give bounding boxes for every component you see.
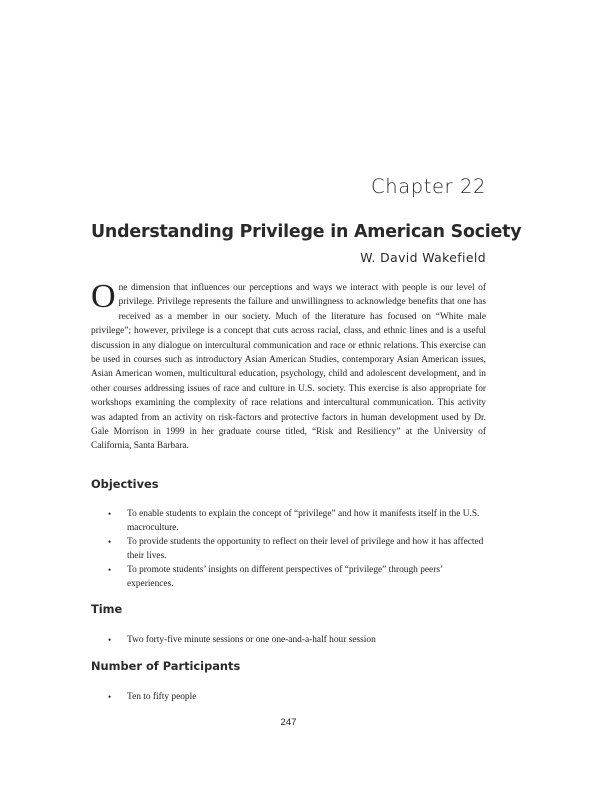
time-heading: Time	[91, 602, 123, 616]
chapter-title: Understanding Privilege in American Society	[91, 221, 522, 242]
intro-paragraph	[91, 278, 486, 454]
list-item-text: To promote students’ insights on different perspectives of “privilege” through peers’ experiences.	[127, 565, 443, 589]
intro-text: ne dimension that influences our perceptions and ways we interact with people is our level of privilege. Privilege represents the failure and unwillingness to acknowledge benefits that one has received as a member in our society. Much of the literature has focused on “White male privilege”; however, privilege is a concept that cuts across racial, class, and ethnic lines and is a useful discussion in any dialogue on intercultural communication and race or ethnic relations. This exercise can be used in courses such as introductory Asian American Studies, contemporary Asian American issues, Asian American women, multicultural education, psychology, child and adolescent development, and in other courses addressing issues of race and culture in U.S. society. This exercise is also appropriate for workshops examining the complexity of race relations and intercultural communication. This activity was adapted from an activity on risk-factors and protective factors in human development used by Dr. Gale Morrison in 1999 in her graduate course titled, “Risk and Resiliency” at the University of California, Santa Barbara.	[91, 283, 486, 452]
objectives-heading: Objectives	[91, 477, 159, 491]
participants-list	[108, 690, 486, 704]
list-item	[108, 507, 486, 535]
bullet-icon: •	[108, 509, 112, 519]
list-item	[108, 690, 486, 704]
list-item-text: To enable students to explain the concept of “privilege” and how it manifests itself in the U.S. macroculture.	[127, 509, 480, 533]
bullet-icon: •	[108, 565, 112, 575]
page-number: 247	[280, 717, 297, 728]
drop-cap: O	[91, 278, 116, 315]
list-item	[108, 633, 486, 647]
list-item-text: Two forty-five minute sessions or one one-and-a-half hour session	[127, 635, 376, 645]
bullet-icon: •	[108, 537, 112, 547]
bullet-icon: •	[108, 635, 112, 645]
objectives-list	[108, 507, 486, 591]
list-item-text: Ten to fifty people	[127, 692, 197, 702]
author-name: W. David Wakefield	[360, 250, 486, 265]
list-item	[108, 535, 486, 563]
chapter-number: Chapter 22	[371, 175, 486, 198]
list-item-text: To provide students the opportunity to reflect on their level of privilege and how it has affected their lives.	[127, 537, 484, 561]
list-item	[108, 563, 486, 591]
participants-heading: Number of Participants	[91, 659, 241, 673]
bullet-icon: •	[108, 692, 112, 702]
time-list	[108, 633, 486, 647]
